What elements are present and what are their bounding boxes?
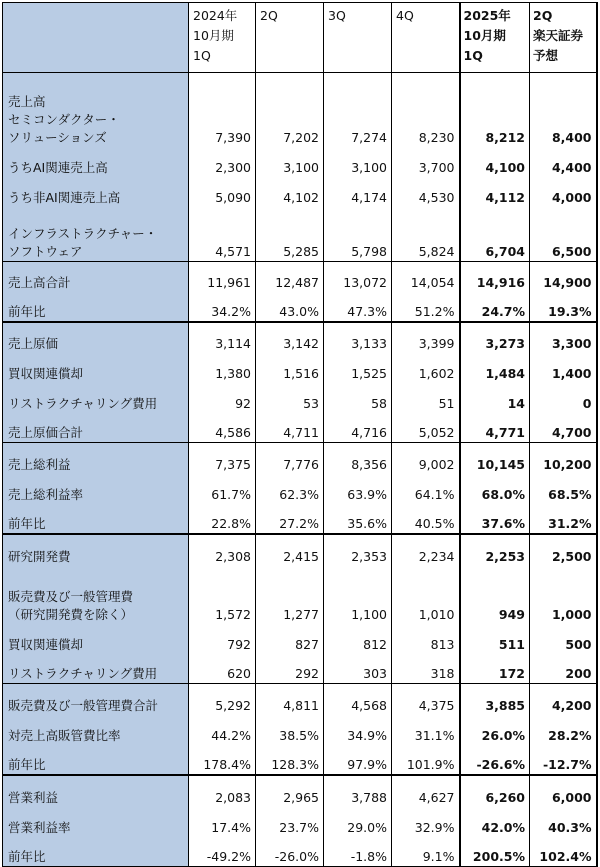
value-cell: 7,375 [189, 443, 256, 474]
value-cell: 8,356 [324, 443, 392, 474]
header-label-cell [3, 3, 189, 73]
value-cell: 62.3% [256, 474, 324, 504]
value-cell: 3,788 [324, 775, 392, 807]
table-row [3, 624, 597, 654]
value-cell: 4,811 [256, 684, 324, 715]
value-cell: 2,234 [392, 534, 460, 566]
value-cell: 3,399 [392, 322, 460, 353]
value-cell: 1,572 [189, 566, 256, 624]
value-cell: 4,200 [530, 684, 597, 715]
value-cell: 4,000 [530, 177, 597, 207]
value-cell: 58 [324, 383, 392, 413]
value-cell: 44.2% [189, 715, 256, 745]
table-row [3, 413, 597, 443]
value-cell: 68.5% [530, 474, 597, 504]
table-row [3, 807, 597, 837]
value-cell: 2,308 [189, 534, 256, 566]
value-cell: 4,771 [460, 413, 530, 443]
value-cell: 92 [189, 383, 256, 413]
row-label: 売上高合計 [3, 262, 189, 292]
value-cell: 9.1% [392, 837, 460, 867]
header-2q: 2Q [256, 3, 324, 73]
header-4q: 4Q [392, 3, 460, 73]
value-cell: 5,090 [189, 177, 256, 207]
value-cell: 172 [460, 654, 530, 684]
table-row [3, 566, 597, 624]
value-cell: 31.1% [392, 715, 460, 745]
value-cell: 40.3% [530, 807, 597, 837]
value-cell: 3,133 [324, 322, 392, 353]
header-row [3, 3, 597, 73]
value-cell: -1.8% [324, 837, 392, 867]
value-cell: 97.9% [324, 745, 392, 775]
header-2025-1q: 2025年 10月期 1Q [460, 3, 530, 73]
value-cell: 17.4% [189, 807, 256, 837]
value-cell: 13,072 [324, 262, 392, 292]
value-cell: 14 [460, 383, 530, 413]
header-forecast: 2Q 楽天証券 予想 [530, 3, 597, 73]
header-3q: 3Q [324, 3, 392, 73]
value-cell: 7,274 [324, 73, 392, 147]
value-cell: 29.0% [324, 807, 392, 837]
value-cell: 812 [324, 624, 392, 654]
value-cell: 61.7% [189, 474, 256, 504]
value-cell: 1,602 [392, 353, 460, 383]
value-cell: 511 [460, 624, 530, 654]
value-cell: 3,273 [460, 322, 530, 353]
value-cell: 2,300 [189, 147, 256, 177]
value-cell: 38.5% [256, 715, 324, 745]
value-cell: 10,145 [460, 443, 530, 474]
value-cell: 37.6% [460, 504, 530, 534]
value-cell: 1,525 [324, 353, 392, 383]
value-cell: 1,000 [530, 566, 597, 624]
table-row [3, 534, 597, 566]
table-row [3, 207, 597, 262]
row-label: リストラクチャリング費用 [3, 383, 189, 413]
header-2024-1q: 2024年 10月期 1Q [189, 3, 256, 73]
value-cell: 2,415 [256, 534, 324, 566]
value-cell: 6,260 [460, 775, 530, 807]
table-row [3, 147, 597, 177]
table-row [3, 322, 597, 353]
value-cell: 14,916 [460, 262, 530, 292]
value-cell: 11,961 [189, 262, 256, 292]
value-cell: 4,102 [256, 177, 324, 207]
value-cell: 8,212 [460, 73, 530, 147]
value-cell: 47.3% [324, 292, 392, 322]
value-cell: 42.0% [460, 807, 530, 837]
value-cell: -12.7% [530, 745, 597, 775]
value-cell: 1,277 [256, 566, 324, 624]
value-cell: 4,711 [256, 413, 324, 443]
table-row [3, 177, 597, 207]
value-cell: 1,010 [392, 566, 460, 624]
value-cell: 31.2% [530, 504, 597, 534]
value-cell: 1,516 [256, 353, 324, 383]
value-cell: 63.9% [324, 474, 392, 504]
value-cell: 318 [392, 654, 460, 684]
value-cell: 128.3% [256, 745, 324, 775]
row-label: 売上総利益 [3, 443, 189, 474]
value-cell: 22.8% [189, 504, 256, 534]
value-cell: 200.5% [460, 837, 530, 867]
value-cell: 6,500 [530, 207, 597, 262]
value-cell: 3,114 [189, 322, 256, 353]
value-cell: 949 [460, 566, 530, 624]
row-label: 販売費及び一般管理費合計 [3, 684, 189, 715]
value-cell: -26.6% [460, 745, 530, 775]
table-row [3, 443, 597, 474]
table-row [3, 73, 597, 147]
value-cell: 43.0% [256, 292, 324, 322]
value-cell: 3,100 [256, 147, 324, 177]
value-cell: 3,885 [460, 684, 530, 715]
value-cell: 9,002 [392, 443, 460, 474]
value-cell: 792 [189, 624, 256, 654]
value-cell: 6,704 [460, 207, 530, 262]
value-cell: 4,112 [460, 177, 530, 207]
table-row [3, 353, 597, 383]
value-cell: 5,052 [392, 413, 460, 443]
value-cell: 12,487 [256, 262, 324, 292]
table-row [3, 292, 597, 322]
value-cell: 5,798 [324, 207, 392, 262]
value-cell: 3,100 [324, 147, 392, 177]
value-cell: -26.0% [256, 837, 324, 867]
value-cell: 813 [392, 624, 460, 654]
value-cell: 7,776 [256, 443, 324, 474]
value-cell: 303 [324, 654, 392, 684]
value-cell: 24.7% [460, 292, 530, 322]
value-cell: 292 [256, 654, 324, 684]
value-cell: 4,571 [189, 207, 256, 262]
table-row [3, 715, 597, 745]
row-label: 売上原価合計 [3, 413, 189, 443]
table-row [3, 504, 597, 534]
table-row [3, 837, 597, 867]
value-cell: 7,202 [256, 73, 324, 147]
value-cell: 200 [530, 654, 597, 684]
value-cell: 4,627 [392, 775, 460, 807]
value-cell: 4,586 [189, 413, 256, 443]
row-label: 研究開発費 [3, 534, 189, 566]
value-cell: 1,380 [189, 353, 256, 383]
value-cell: 64.1% [392, 474, 460, 504]
row-label: 営業利益 [3, 775, 189, 807]
row-label: 買収関連償却 [3, 624, 189, 654]
value-cell: 32.9% [392, 807, 460, 837]
value-cell: 7,390 [189, 73, 256, 147]
value-cell: 51 [392, 383, 460, 413]
row-label: 前年比 [3, 837, 189, 867]
value-cell: 1,400 [530, 353, 597, 383]
value-cell: -49.2% [189, 837, 256, 867]
value-cell: 827 [256, 624, 324, 654]
value-cell: 35.6% [324, 504, 392, 534]
value-cell: 4,174 [324, 177, 392, 207]
row-label: うちAI関連売上高 [3, 147, 189, 177]
row-label: 対売上高販管費比率 [3, 715, 189, 745]
row-label: 前年比 [3, 745, 189, 775]
table-row [3, 474, 597, 504]
row-label: うち非AI関連売上高 [3, 177, 189, 207]
table-row [3, 684, 597, 715]
value-cell: 68.0% [460, 474, 530, 504]
value-cell: 102.4% [530, 837, 597, 867]
value-cell: 1,484 [460, 353, 530, 383]
value-cell: 34.9% [324, 715, 392, 745]
row-label: 買収関連償却 [3, 353, 189, 383]
value-cell: 1,100 [324, 566, 392, 624]
value-cell: 2,253 [460, 534, 530, 566]
value-cell: 4,568 [324, 684, 392, 715]
table-row [3, 745, 597, 775]
value-cell: 2,965 [256, 775, 324, 807]
value-cell: 500 [530, 624, 597, 654]
value-cell: 4,375 [392, 684, 460, 715]
row-label: 営業利益率 [3, 807, 189, 837]
value-cell: 6,000 [530, 775, 597, 807]
value-cell: 2,353 [324, 534, 392, 566]
value-cell: 3,700 [392, 147, 460, 177]
row-label: インフラストラクチャー・ ソフトウェア [3, 207, 189, 262]
table-row [3, 654, 597, 684]
row-label: 前年比 [3, 504, 189, 534]
value-cell: 14,054 [392, 262, 460, 292]
table-row [3, 775, 597, 807]
financial-table [2, 2, 598, 867]
value-cell: 5,292 [189, 684, 256, 715]
value-cell: 14,900 [530, 262, 597, 292]
value-cell: 4,530 [392, 177, 460, 207]
value-cell: 4,700 [530, 413, 597, 443]
value-cell: 178.4% [189, 745, 256, 775]
value-cell: 4,400 [530, 147, 597, 177]
table-row [3, 383, 597, 413]
row-label: 売上高 セミコンダクター・ ソリューションズ [3, 73, 189, 147]
row-label: リストラクチャリング費用 [3, 654, 189, 684]
row-label: 販売費及び一般管理費 （研究開発費を除く） [3, 566, 189, 624]
value-cell: 5,824 [392, 207, 460, 262]
value-cell: 620 [189, 654, 256, 684]
value-cell: 23.7% [256, 807, 324, 837]
value-cell: 53 [256, 383, 324, 413]
value-cell: 28.2% [530, 715, 597, 745]
value-cell: 3,300 [530, 322, 597, 353]
value-cell: 10,200 [530, 443, 597, 474]
value-cell: 40.5% [392, 504, 460, 534]
value-cell: 8,400 [530, 73, 597, 147]
row-label: 前年比 [3, 292, 189, 322]
value-cell: 51.2% [392, 292, 460, 322]
value-cell: 101.9% [392, 745, 460, 775]
value-cell: 27.2% [256, 504, 324, 534]
value-cell: 2,083 [189, 775, 256, 807]
value-cell: 8,230 [392, 73, 460, 147]
value-cell: 4,100 [460, 147, 530, 177]
table-body [3, 3, 597, 867]
row-label: 売上総利益率 [3, 474, 189, 504]
table-row [3, 262, 597, 292]
value-cell: 0 [530, 383, 597, 413]
value-cell: 4,716 [324, 413, 392, 443]
value-cell: 5,285 [256, 207, 324, 262]
value-cell: 26.0% [460, 715, 530, 745]
value-cell: 19.3% [530, 292, 597, 322]
value-cell: 3,142 [256, 322, 324, 353]
row-label: 売上原価 [3, 322, 189, 353]
value-cell: 34.2% [189, 292, 256, 322]
value-cell: 2,500 [530, 534, 597, 566]
